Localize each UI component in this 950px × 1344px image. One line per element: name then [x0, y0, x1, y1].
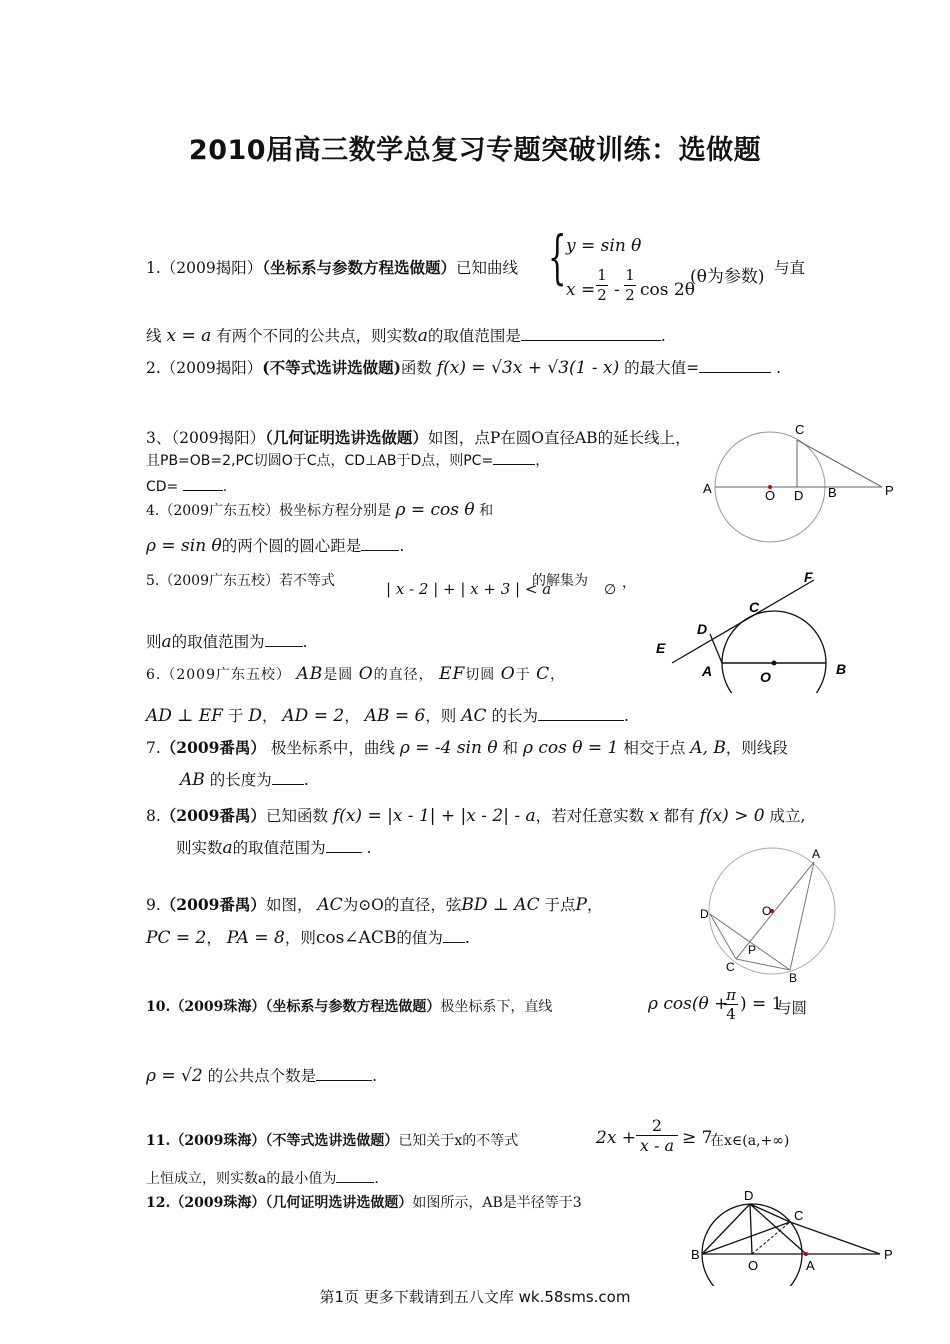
q12-text: 如图所示， [412, 1195, 483, 1211]
q8-text4: 成立, [769, 807, 806, 825]
page-title: 2010届高三数学总复习专题突破训练：选做题 [188, 135, 762, 166]
q7-line2-math: AB [180, 770, 205, 790]
q3-label-b: B [828, 485, 837, 500]
q12-point-a [804, 1252, 808, 1256]
q12-label-p: P [884, 1247, 893, 1262]
q12-line1 [146, 1192, 582, 1212]
q6-source: （2009广东五校） [161, 667, 291, 683]
q3-line1 [146, 426, 691, 448]
q5-line1 [146, 570, 335, 590]
q5-label-d: D [697, 621, 708, 637]
q3-text: 如图，点P在圆O直径AB的延长线上， [427, 429, 691, 447]
q11-rhs: ≥ 7 [682, 1128, 713, 1148]
q4-source: （2009广东五校） [159, 503, 279, 519]
q5-end: . [302, 633, 308, 651]
q11-frac-den: x - a [636, 1135, 678, 1155]
q12-line-bc [702, 1222, 790, 1254]
q3-label-p: P [885, 483, 894, 498]
q5-center-dot [772, 661, 777, 666]
q3-line2-text: 且PB=OB=2,PC切圆O于C点，CD [146, 453, 366, 469]
q8-line2-a: 则实数 [176, 839, 223, 857]
q12-text2: AB是半径等于3 [482, 1195, 582, 1211]
answer-blank[interactable] [699, 358, 771, 373]
q11-end: . [374, 1171, 379, 1187]
q1-line2-math: x = a [166, 326, 212, 346]
q1-eq-top: y = sin θ [566, 236, 642, 256]
q3-figure [700, 420, 910, 545]
q8-text2: ，若对任意实数 [535, 807, 645, 825]
q6-m7: D [248, 706, 262, 726]
q1-frac2-den: 2 [625, 286, 635, 304]
q4-line1 [146, 500, 493, 520]
q5-line1b [532, 570, 588, 590]
q5-line-ad [710, 634, 722, 663]
q5-figure [650, 568, 860, 693]
answer-blank[interactable] [361, 536, 399, 551]
q3-end: . [222, 479, 228, 495]
q3-label-d: D [794, 488, 804, 503]
q2-number: 2. [146, 359, 161, 377]
q5-comma: ， [622, 575, 636, 591]
q4-and: 和 [479, 503, 494, 519]
q10-text3: 的公共点个数是 [207, 1067, 317, 1085]
q7-line2 [180, 768, 309, 790]
q10-line2 [146, 1064, 377, 1086]
q9-m1: AC [317, 895, 343, 915]
q9-m6: cos∠ACB [315, 928, 397, 948]
q1-frac2 [624, 266, 636, 304]
q11-frac [636, 1116, 678, 1155]
q10-text: 极坐标系下，直线 [440, 999, 553, 1015]
answer-blank[interactable] [265, 632, 303, 647]
q3-line3-text: CD= [146, 479, 179, 495]
q9-m2: BD ⊥ AC [461, 895, 540, 915]
q12-figure [690, 1186, 900, 1286]
q12-line-cp [790, 1222, 880, 1254]
q7-end: . [303, 771, 309, 789]
q5-label-c: C [749, 599, 760, 615]
q1-line2-d: 的取值范围是 [427, 327, 521, 345]
q4-text2: 的两个圆的圆心距是 [221, 537, 362, 555]
q1-frac1-den: 2 [597, 286, 607, 304]
q1-tag: （坐标系与参数方程选做题） [262, 258, 457, 277]
q3-tag: （几何证明选讲选做题） [265, 428, 428, 447]
q8-line2 [176, 836, 372, 858]
q9-line-ab [790, 862, 814, 970]
q9-t3: ， [587, 896, 603, 914]
q9-label-c: C [726, 960, 735, 974]
q5-line-ef [672, 580, 814, 663]
q6-m2: O [358, 664, 374, 684]
q6-t9: ，则 [425, 707, 457, 725]
answer-blank[interactable] [183, 476, 223, 491]
q5-source: （2009广东五校） [159, 573, 279, 589]
q10-number: 10. [146, 999, 171, 1015]
q8-text3: 都有 [663, 807, 695, 825]
q8-number: 8. [146, 807, 161, 825]
answer-blank[interactable] [272, 770, 304, 785]
answer-blank[interactable] [493, 450, 535, 465]
answer-blank[interactable] [538, 706, 624, 721]
q1-line2 [146, 324, 666, 346]
q3-number: 3、 [146, 429, 172, 447]
q3-label-c: C [795, 422, 805, 437]
q6-t6: 于 [227, 707, 244, 725]
answer-blank[interactable] [521, 326, 661, 341]
q11-frac-num: 2 [651, 1116, 663, 1135]
q8-x: x [649, 806, 659, 826]
q10-eq-b: ) = 1 [740, 994, 783, 1014]
q8-end: . [366, 839, 372, 857]
q1-param: (θ为参数) [690, 267, 765, 287]
q3-line2 [146, 450, 549, 470]
q10-eq2: ρ = √2 [146, 1066, 203, 1086]
q11-line2 [146, 1168, 379, 1188]
q9-source: （2009番禺） [160, 895, 266, 914]
q11-text: 已知关于x的不等式 [398, 1133, 519, 1149]
q3-line2b: AB于D点，则PC= [377, 453, 494, 469]
q1-minus: - [614, 280, 620, 300]
q11-text2: 在x∈(a,+∞) [710, 1133, 790, 1149]
q3-source: （2009揭阳） [171, 429, 266, 447]
q7-points: A, B [690, 738, 726, 758]
q7-line1 [146, 736, 788, 758]
q6-t2: 的直径， [373, 667, 434, 683]
q6-m6: AD ⊥ EF [146, 706, 223, 726]
q11-line2-text: 上恒成立，则实数a的最小值为 [146, 1171, 337, 1187]
q1-eq-x: x = [566, 280, 596, 300]
q6-m8: AD = 2 [282, 706, 345, 726]
q8-function: f(x) = |x - 1| + |x - 2| - a [332, 806, 536, 826]
q11-source: （2009珠海） [170, 1133, 266, 1149]
q5-line2 [146, 630, 308, 652]
q9-line1 [146, 893, 603, 915]
q1-line2-a: 线 [146, 327, 162, 345]
q12-label-a: A [806, 1258, 815, 1273]
q12-label-d: D [744, 1188, 754, 1203]
q10-frac [724, 986, 738, 1023]
q6-m1: AB [296, 664, 324, 684]
q5-number: 5. [146, 573, 160, 589]
q7-source: （2009番禺） [160, 738, 266, 757]
q6-m9: AB = 6 [364, 706, 426, 726]
q5-label-e: E [656, 640, 666, 656]
q10-source: （2009珠海） [170, 999, 266, 1015]
q8-source: （2009番禺） [160, 806, 266, 825]
answer-blank[interactable] [336, 1168, 374, 1183]
q12-label-o: O [748, 1258, 759, 1273]
q1-text: 已知曲线 [456, 259, 519, 277]
q3-label-o: O [765, 488, 776, 503]
q3-line3 [146, 476, 227, 495]
q1-text2: 与直 [774, 259, 806, 277]
q7-line2-text: 的长度为 [209, 771, 272, 789]
q1-line1 [146, 256, 518, 278]
q2-line1 [146, 356, 781, 378]
q1-frac1-num: 1 [597, 266, 607, 284]
q5-text2: 的解集为 [532, 573, 588, 589]
q4-line2 [146, 534, 404, 556]
q5-line2-math: a [161, 632, 172, 652]
q9-m3: P [575, 895, 587, 915]
q11-line1 [146, 1130, 518, 1150]
q9-text: 如图， [265, 896, 313, 914]
q6-t3: 切圆 [465, 667, 496, 683]
q5-text: 若不等式 [279, 573, 335, 589]
page-footer: 第1页 更多下载请到五八文库 wk.58sms.com [319, 1288, 631, 1306]
q6-m3: EF [439, 664, 466, 684]
q6-t10: 的长为 [491, 707, 538, 725]
q10-eq-a: ρ cos(θ + [648, 994, 729, 1014]
q10-four: 4 [724, 1004, 738, 1023]
q10-end: . [372, 1067, 378, 1085]
q10-pi: π [726, 986, 736, 1004]
answer-blank[interactable] [316, 1066, 372, 1081]
q12-line-oc [752, 1222, 790, 1254]
q12-label-b: B [691, 1247, 700, 1262]
q7-eq1: ρ = -4 sin θ [399, 738, 498, 758]
q5-line2-b: 的取值范围为 [171, 633, 265, 651]
q3-label-a: A [703, 481, 712, 496]
q6-number: 6. [146, 667, 162, 683]
q3-perp: ⊥ [365, 453, 378, 469]
q5-label-f: F [804, 569, 813, 585]
q2-text2: 的最大值= [624, 359, 700, 377]
q1-line2-c: a [417, 326, 428, 346]
q8-line2-b: 的取值范围为 [232, 839, 326, 857]
q7-number: 7. [146, 739, 161, 757]
q2-tag: (不等式选讲选做题) [262, 358, 401, 377]
q5-empty-set: ∅ [604, 582, 617, 598]
q7-and: 和 [502, 739, 519, 757]
q12-line-do [750, 1204, 752, 1254]
q9-label-b: B [789, 971, 798, 984]
q9-m4: PC = 2 [146, 928, 207, 948]
q9-m5: PA = 8 [226, 928, 285, 948]
q12-source: （2009珠海） [170, 1195, 266, 1211]
q7-text2: 相交于点 [623, 739, 686, 757]
q3-line-cp [797, 440, 882, 487]
q5-ineq: | x - 2 | + | x + 3 | < a [386, 580, 552, 598]
q6-m5: C [536, 664, 551, 684]
q4-eq1: ρ = cos θ [395, 500, 475, 520]
q9-number: 9. [146, 896, 161, 914]
q12-label-c: C [794, 1208, 804, 1223]
q1-source: （2009揭阳） [160, 259, 263, 277]
q5-label-b: B [836, 661, 847, 677]
q9-figure [692, 842, 852, 984]
q8-text: 已知函数 [265, 807, 328, 825]
q6-t4: 于 [515, 667, 531, 683]
q11-number: 11. [146, 1133, 171, 1149]
q6-t7: ， [261, 707, 278, 725]
q8-line1 [146, 804, 805, 826]
q10-line1 [146, 996, 552, 1016]
q1-cos: cos 2θ [640, 280, 695, 300]
q2-formula: f(x) = √3x + √3(1 - x) [436, 358, 620, 378]
q2-text: 函数 [400, 359, 432, 377]
answer-blank[interactable] [326, 838, 362, 853]
q4-number: 4. [146, 503, 160, 519]
q5-circle [722, 611, 826, 693]
q3-comma: ， [535, 453, 550, 469]
q9-end: . [464, 929, 470, 947]
q9-t1: 为⊙O的直径，弦 [342, 896, 462, 914]
q10-tag: （坐标系与参数方程选做题） [265, 999, 441, 1015]
q4-end: . [399, 537, 405, 555]
q1-number: 1. [146, 259, 161, 277]
q6-m4: O [500, 664, 516, 684]
q9-t2: 于点 [544, 896, 576, 914]
q1-frac2-num: 1 [625, 266, 635, 284]
q6-t1: 是圆 [323, 667, 354, 683]
q12-number: 12. [146, 1195, 171, 1211]
q5-label-a: A [702, 663, 713, 679]
q2-end: . [776, 359, 782, 377]
q12-tag: （几何证明选讲选做题） [265, 1195, 413, 1211]
q6-line2 [146, 704, 629, 726]
q1-brace: { [548, 223, 567, 291]
q1-frac1 [596, 266, 608, 304]
q9-t6: 的值为 [396, 929, 443, 947]
q7-text3: ，则线段 [725, 739, 788, 757]
q9-line2 [146, 926, 470, 948]
q6-t8: ， [344, 707, 360, 725]
q7-text: 极坐标系中，曲线 [270, 739, 395, 757]
q6-end: . [623, 707, 629, 725]
q9-label-o: O [762, 904, 772, 918]
q5-line2-a: 则 [146, 633, 162, 651]
q11-lhs: 2x + [596, 1128, 637, 1148]
q7-eq2: ρ cos θ = 1 [522, 738, 619, 758]
q4-text: 极坐标方程分别是 [279, 503, 391, 519]
q6-t5: ， [550, 667, 566, 683]
q10-text2: 与圆 [776, 999, 808, 1017]
answer-blank[interactable] [443, 928, 465, 943]
q9-label-a: A [812, 847, 821, 861]
q9-t5: ，则 [284, 929, 316, 947]
q8-cond: f(x) > 0 [699, 806, 765, 826]
q9-label-d: D [700, 907, 709, 921]
q5-label-o: O [760, 669, 771, 685]
q2-source: （2009揭阳） [160, 359, 263, 377]
q6-line1 [146, 664, 565, 684]
q9-t4: ， [206, 929, 222, 947]
q6-m10: AC [461, 706, 487, 726]
q4-eq2: ρ = sin θ [146, 536, 222, 556]
q1-line2-b: 有两个不同的公共点，则实数 [216, 327, 418, 345]
q11-tag: （不等式选讲选做题） [265, 1133, 399, 1149]
q9-label-p: P [748, 943, 757, 957]
q8-line2-math: a [222, 838, 233, 858]
q1-end: . [660, 327, 666, 345]
